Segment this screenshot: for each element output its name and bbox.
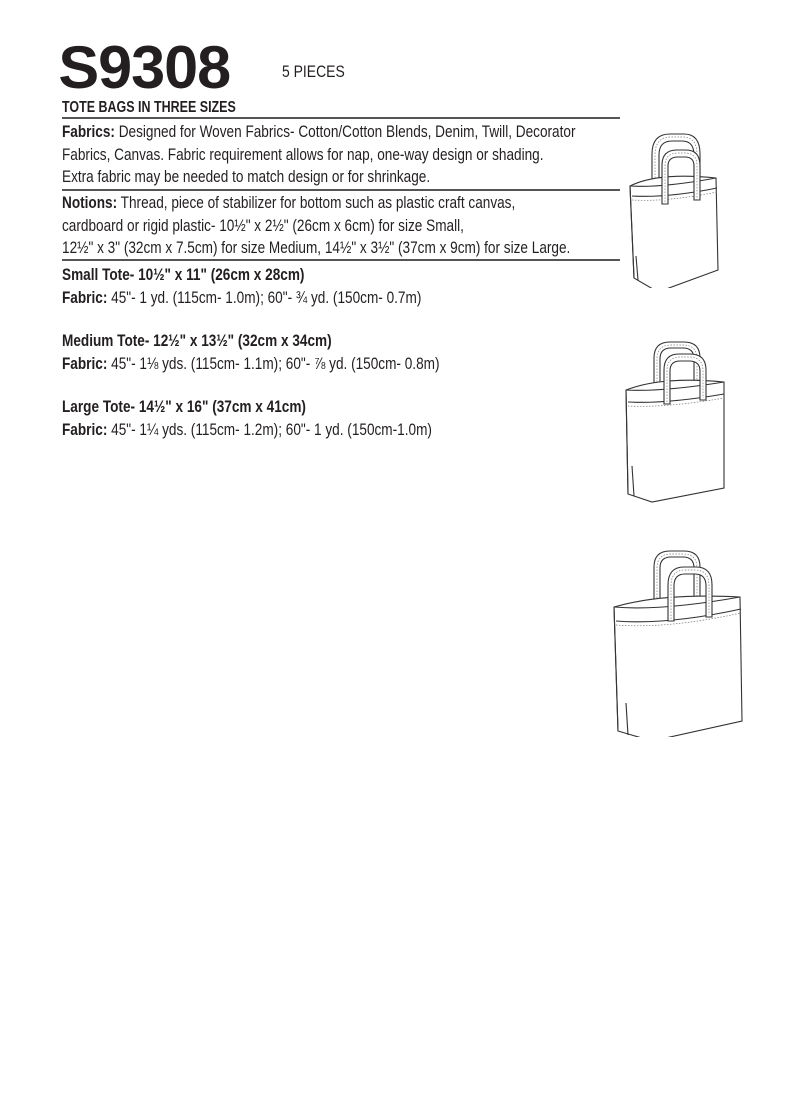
tote-bag-icon bbox=[630, 134, 718, 288]
notions-line-3: 12½" x 3" (32cm x 7.5cm) for size Medium, 14½" x 3½" (37cm x 9cm) for size Large. bbox=[62, 238, 571, 257]
size-fabric bbox=[62, 286, 421, 309]
fabrics-line-2: Fabrics, Canvas. Fabric requirement allows for nap, one-way design or shading. bbox=[62, 144, 544, 164]
fabrics-label: Fabrics: bbox=[62, 122, 115, 141]
fabric-yardage: 45"- 1⅛ yds. (115cm- 1.1m); 60"- ⅞ yd. (150cm- 0.8m) bbox=[107, 354, 440, 373]
notions-text: Thread, piece of stabilizer for bottom such as plastic craft canvas, bbox=[117, 193, 516, 212]
medium-tote-illustration bbox=[622, 338, 726, 504]
notions-section bbox=[62, 192, 697, 260]
fabrics-text: Designed for Woven Fabrics- Cotton/Cotton Blends, Denim, Twill, Decorator bbox=[114, 122, 576, 141]
pieces-count-text: 5 PIECES bbox=[282, 62, 345, 81]
pattern-number: S9308 bbox=[58, 34, 231, 101]
size-title: Medium Tote- 12½" x 13½" (32cm x 34cm) bbox=[62, 331, 332, 350]
notions-line-1 bbox=[62, 192, 570, 215]
fabric-label: Fabric: bbox=[62, 420, 108, 439]
tote-bag-icon bbox=[626, 342, 724, 502]
size-fabric bbox=[62, 352, 439, 375]
fabrics-section bbox=[62, 121, 704, 189]
pattern-subtitle-text: TOTE BAGS IN THREE SIZES bbox=[62, 99, 236, 116]
divider bbox=[62, 259, 620, 261]
divider bbox=[62, 117, 620, 119]
fabric-label: Fabric: bbox=[62, 354, 108, 373]
small-tote-illustration bbox=[628, 128, 720, 288]
large-tote-illustration bbox=[612, 545, 744, 737]
size-title: Large Tote- 14½" x 16" (37cm x 41cm) bbox=[62, 397, 306, 416]
size-large bbox=[62, 395, 524, 441]
fabrics-line-3: Extra fabric may be needed to match design or for shrinkage. bbox=[62, 167, 431, 186]
fabric-yardage: 45"- 1 yd. (115cm- 1.0m); 60"- ¾ yd. (150cm- 0.7m) bbox=[107, 288, 422, 307]
size-fabric bbox=[62, 418, 432, 441]
fabric-label: Fabric: bbox=[62, 288, 108, 307]
notions-label: Notions: bbox=[62, 193, 118, 212]
pieces-count bbox=[282, 62, 359, 82]
notions-line-2: cardboard or rigid plastic- 10½" x 2½" (26cm x 6cm) for size Small, bbox=[62, 215, 464, 235]
divider bbox=[62, 189, 620, 191]
size-small bbox=[62, 263, 511, 309]
pattern-subtitle bbox=[62, 99, 285, 117]
size-medium bbox=[62, 329, 534, 375]
tote-bag-icon bbox=[614, 551, 742, 737]
size-title: Small Tote- 10½" x 11" (26cm x 28cm) bbox=[62, 265, 305, 284]
fabric-yardage: 45"- 1¼ yds. (115cm- 1.2m); 60"- 1 yd. (150cm-1.0m) bbox=[107, 420, 432, 439]
fabrics-line-1 bbox=[62, 121, 576, 144]
